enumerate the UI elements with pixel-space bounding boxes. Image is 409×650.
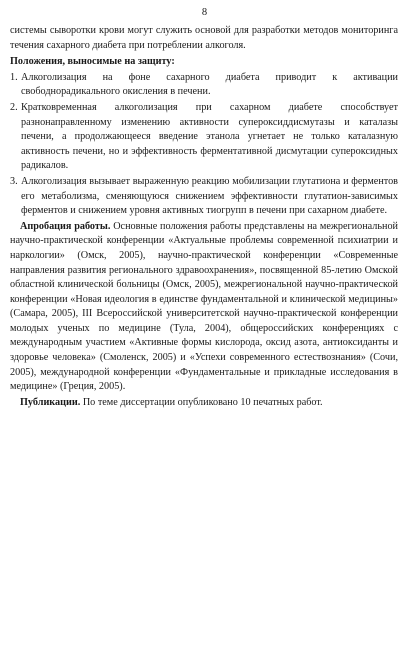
intro-paragraph: системы сыворотки крови могут служить основой для разработки методов мониторинга течения сахарного диабета при потреблении алкоголя. bbox=[10, 25, 398, 51]
thesis-number: 1. bbox=[10, 71, 18, 83]
publications-text: По теме диссертации опубликовано 10 печатных работ. bbox=[80, 396, 323, 408]
thesis-item-1 bbox=[10, 71, 398, 100]
approbation-text: Основные положения работы представлены на межрегиональной научно-практической конференции «Актуальные проблемы современной психиатрии и наркологии» (Омск, 2005), научно-практической конференции «Современные направления развития регионального здравоохранения», посвященной 85-летию Омской областной клинической больницы (Омск, 2005), межрегиональной научно-практической конференции «Новая идеология в единстве фундаментальной и клинической медицины» (Самара, 2005), III Всероссийской университетской научно-практической конференции молодых ученых по медицине (Тула, 2004), общероссийских конференциях с международным участием «Активные формы кислорода, оксид азота, антиоксиданты и здоровье человека» (Смоленск, 2005) и «Успехи современного естествознания» (Сочи, 2005), международной конференции «Фундаментальные и прикладные исследования в медицине» (Греция, 2005). bbox=[10, 220, 399, 393]
thesis-number: 3. bbox=[10, 175, 18, 187]
thesis-number: 2. bbox=[10, 101, 18, 113]
thesis-item-2 bbox=[10, 101, 398, 174]
thesis-text: Алкоголизация на фоне сахарного диабета приводит к активации свободнорадикального окисления в печени. bbox=[21, 71, 398, 98]
theses-list bbox=[10, 71, 398, 219]
thesis-text: Кратковременная алкоголизация при сахарном диабете способствует разнонаправленному изменению активности супероксиддисмутазы и каталазы печени, а продолжающееся введение этанола угнетает не только каталазную активность печени, но и эффективность ферментативной дисмутации супероксидных радикалов. bbox=[21, 101, 398, 172]
publications-paragraph bbox=[10, 396, 398, 411]
page-number: 8 bbox=[201, 7, 208, 18]
page-content bbox=[10, 24, 398, 410]
approbation-paragraph bbox=[10, 220, 398, 395]
thesis-text: Алкоголизация вызывает выраженную реакцию мобилизации глутатиона и ферментов его метаболизма, сменяющуюся снижением эффективности глутатион-зависимых ферментов и снижением уровня активных тиогрупп в печени при сахарном диабете. bbox=[21, 175, 398, 217]
thesis-item-3 bbox=[10, 175, 398, 219]
approbation-lead: Апробация работы. bbox=[20, 220, 111, 232]
theses-heading: Положения, выносимые на защиту: bbox=[10, 56, 175, 68]
publications-lead: Публикации. bbox=[20, 396, 81, 408]
